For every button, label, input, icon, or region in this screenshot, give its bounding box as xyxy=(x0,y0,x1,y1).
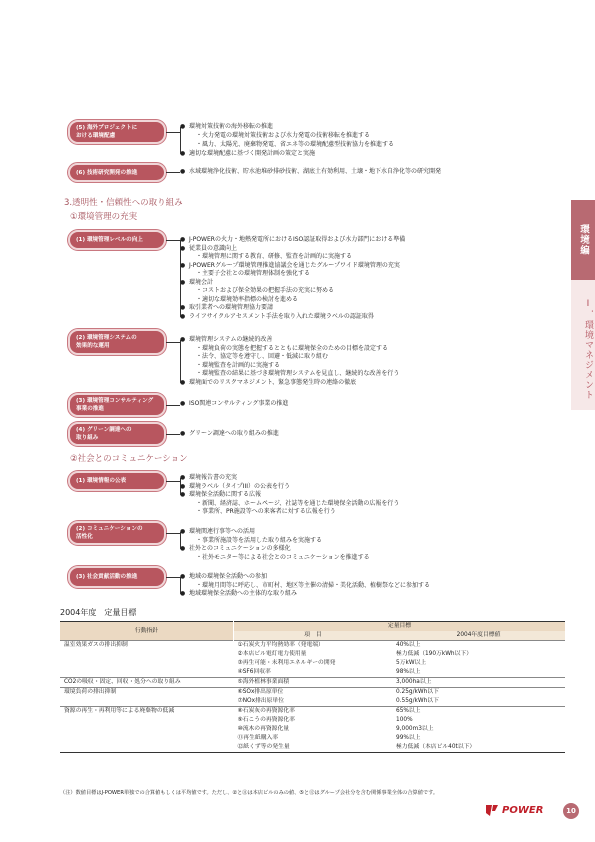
table-row xyxy=(60,659,565,668)
cell-indicator: CO2の吸収・固定、回収・処分への取り組み xyxy=(64,679,181,685)
connector-line xyxy=(166,405,180,406)
connector-line xyxy=(166,577,180,578)
cell-indicator xyxy=(60,697,234,707)
group-label-line: 事業の推進 xyxy=(76,406,104,412)
group-label-text xyxy=(76,426,132,442)
group-label-line: (1) 環境管理レベルの向上 xyxy=(76,237,143,243)
cell-indicator xyxy=(60,716,234,725)
col-targets: 定量目標 xyxy=(234,622,566,632)
group-label-line: (3) 社会貢献活動の推進 xyxy=(76,574,138,580)
cell-item: ①石炭火力平均熱効率（発電端） xyxy=(237,642,324,648)
group-label-line: 取り組み xyxy=(76,435,99,441)
cell-indicator xyxy=(60,743,234,753)
cell-value: 9,000m3以上 xyxy=(396,726,434,732)
cell-item: ⑪再生紙購入率 xyxy=(237,735,279,741)
table-title: 2004年度 定量目標 xyxy=(60,608,137,617)
group-label xyxy=(68,120,166,144)
cell-indicator xyxy=(60,668,234,678)
sub-item: ・事業所施設等を活用した取り組みを実施する xyxy=(196,536,323,544)
bullet-item: ● 水域環境浄化技術、貯水池堆砂排砂技術、湖底土有効利用、土壌・地下水自浄化等の研究開発 xyxy=(189,168,441,176)
connector-line xyxy=(166,481,180,482)
cell-value: 100% xyxy=(396,717,413,723)
table-row xyxy=(60,725,565,734)
table-row xyxy=(60,697,565,707)
group-label-line: (5) 海外プロジェクトに xyxy=(76,125,138,131)
cell-item: ⑧石炭灰の再資源化率 xyxy=(237,708,295,714)
jpower-logo xyxy=(484,802,543,818)
vertical-connector xyxy=(180,340,181,383)
table-row xyxy=(60,641,565,651)
sub-item: ・新聞、経済誌、ホームページ、社誌等を通じた環境保全活動の広報を行う xyxy=(196,499,400,507)
group-label xyxy=(68,230,166,250)
bullet-item: ● 環境対策技術の海外移転の推進 xyxy=(189,123,273,131)
col-indicator: 行動指針 xyxy=(60,622,234,641)
sidebar-tab: 環境編 xyxy=(571,200,595,280)
cell-item: ⑥SOx排出原単位 xyxy=(237,689,284,695)
group-label-line: (1) 環境情報の公表 xyxy=(76,478,127,484)
cell-item: ②本店ビル電灯電力使用量 xyxy=(237,651,307,657)
vertical-connector xyxy=(180,478,181,495)
group-label-line: (3) 環境管理コンサルティング xyxy=(76,398,154,404)
group-label xyxy=(68,329,166,355)
bullet-item: ● J-POWERグループ環境管理推進協議会を通じたグループワイド環境管理の充実 xyxy=(189,262,400,270)
cell-item: ⑫紙くず等の発生量 xyxy=(237,744,290,750)
cell-value: 40%以上 xyxy=(396,642,421,648)
subsection-communication: ②社会とのコミュニケーション xyxy=(70,454,188,464)
cell-item: ⑩流木の再資源化量 xyxy=(237,726,290,732)
cell-item: ⑤海外植林事業面積 xyxy=(237,679,290,685)
sidebar-chapter: Ⅰ．環境マネジメント xyxy=(571,280,595,410)
table-row xyxy=(60,716,565,725)
sub-item: ・社外モニター等による社会とのコミュニケーションを推進する xyxy=(196,553,370,561)
group-label-text xyxy=(76,124,137,140)
connector-line xyxy=(166,172,180,173)
cell-indicator: 資源の再生・再利用等による廃棄物の低減 xyxy=(64,708,175,714)
table-row xyxy=(60,678,565,688)
table-row xyxy=(60,688,565,698)
cell-indicator xyxy=(60,659,234,668)
vertical-connector xyxy=(180,240,181,317)
connector-line xyxy=(166,434,180,435)
bullet-item: ● 取引業者への環境管理協力要請 xyxy=(189,304,273,312)
table-row xyxy=(60,650,565,659)
group-label-text xyxy=(76,334,137,350)
bullet-item: ● 地域環境保全活動への主体的な取り組み xyxy=(189,590,297,598)
bullet-item: ● 従業員の意識向上 xyxy=(189,245,237,253)
col-value: 2004年度目標値 xyxy=(392,631,565,641)
group-label xyxy=(68,422,166,446)
table-row xyxy=(60,707,565,717)
cell-indicator: 温室効果ガスの排出抑制 xyxy=(64,642,128,648)
bullet-item: ● グリーン調達への取り組みの推進 xyxy=(189,430,279,438)
bullet-item: ● ISO関連コンサルティング事業の推進 xyxy=(189,400,288,408)
cell-value: 65%以上 xyxy=(396,708,421,714)
bullet-item: ● 環境報告書の充実 xyxy=(189,474,237,482)
group-label-text xyxy=(76,573,137,581)
cell-indicator xyxy=(60,650,234,659)
sub-item: ・風力、太陽光、廃棄物発電、省エネ等の環境配慮型技術協力を推進する xyxy=(196,141,395,148)
bullet-item: ● 環境会計 xyxy=(189,279,213,287)
col-item: 項 目 xyxy=(234,631,393,641)
bullet-item: ● 環境関連行事等への活用 xyxy=(189,528,255,536)
vertical-connector xyxy=(180,532,181,549)
logo-text: POWER xyxy=(502,804,544,816)
quantitative-targets-table xyxy=(60,621,565,753)
subsection-environmental-management: ①環境管理の充実 xyxy=(70,212,138,222)
cell-value: 99%以上 xyxy=(396,735,421,741)
bullet-item: ● ライフサイクルアセスメント手法を取り入れた環境ラベルの認証取得 xyxy=(189,313,374,321)
connector-line xyxy=(166,240,180,241)
cell-value: 極力低減（190万kWh以下） xyxy=(396,651,472,657)
connector-line xyxy=(166,342,180,343)
sub-item: ・環境月間等に呼応し、市町村、地区等主催の清掃・美化活動、植樹祭などに参加する xyxy=(196,581,431,589)
bullet-item: ● 社外とのコミュニケーションの多様化 xyxy=(189,545,291,553)
bullet-item: ● 環境面でのリスクマネジメント、緊急事態発生時の連絡の徹底 xyxy=(189,379,356,387)
section-title: 3.透明性・信頼性への取り組み xyxy=(64,198,183,208)
group-label-text xyxy=(76,525,143,541)
bullet-item: ● 環境保全活動に関する広報 xyxy=(189,491,261,499)
cell-item: ④SF6回収率 xyxy=(237,669,271,675)
group-label xyxy=(68,471,166,491)
bullet-item: ● 地域の環境保全活動への参加 xyxy=(189,573,267,581)
logo-mark-icon xyxy=(484,802,500,818)
cell-value: 0.25g/kWh以下 xyxy=(396,689,439,695)
cell-item: ⑨石こうの再資源化率 xyxy=(237,717,295,723)
cell-value: 3,000ha以上 xyxy=(396,679,432,685)
group-label xyxy=(68,566,166,588)
group-label-line: (4) グリーン調達への xyxy=(76,427,132,433)
sub-item: ・適切な環境効率指標の検討を進める xyxy=(196,295,299,303)
cell-item: ③再生可能・未利用エネルギーの開発 xyxy=(237,660,336,666)
sub-item: ・環境負荷の実態を把握するとともに環境保全のための目標を設定する xyxy=(196,344,389,352)
group-label xyxy=(68,163,166,182)
sub-item: ・火力発電の環境対策技術および水力発電の技術移転を推進する xyxy=(196,132,371,139)
sub-item: ・環境監査の結果に基づき環境管理システムを見直し、継続的な改善を行う xyxy=(196,370,400,377)
vertical-connector xyxy=(180,577,181,594)
group-label-line: (2) 環境管理システムの xyxy=(76,335,137,341)
sub-item: ・環境管理に関する教育、研修、監査を計画的に実施する xyxy=(196,253,353,260)
page-number: 10 xyxy=(563,803,579,819)
sub-item: ・主要子会社との環境管理体制を強化する xyxy=(196,270,311,277)
cell-value: 極力低減（本店ビル40t以下） xyxy=(396,744,476,750)
group-label-text xyxy=(76,236,143,244)
connector-line xyxy=(166,533,180,534)
group-label-text xyxy=(76,477,126,485)
group-label-line: 活性化 xyxy=(76,534,93,540)
table-row xyxy=(60,743,565,753)
group-label xyxy=(68,521,166,545)
sub-item: ・法令、協定等を遵守し、回避・低減に取り組む xyxy=(196,353,329,360)
bullet-item: ● J-POWERの火力・地熱発電所におけるISO認証取得および水力部門における準備 xyxy=(189,236,405,244)
group-label-line: (2) コミュニケーションの xyxy=(76,526,143,532)
connector-line xyxy=(166,132,180,133)
sub-item: ・コストおよび保全効果の把握手法の充実に努める xyxy=(196,287,335,294)
cell-value: 5万kW以上 xyxy=(396,660,427,666)
cell-indicator: 環境負荷の排出抑制 xyxy=(64,689,117,695)
cell-value: 0.55g/kWh以下 xyxy=(396,698,439,704)
group-label xyxy=(68,393,166,417)
vertical-connector xyxy=(180,127,181,154)
group-label-line: おける環境配慮 xyxy=(76,133,116,139)
sub-item: ・環境監査を計画的に実施する xyxy=(196,361,281,369)
cell-indicator xyxy=(60,734,234,743)
bullet-item: ● 適切な環境配慮に基づく開発計画の策定と実施 xyxy=(189,150,315,158)
footnote: （注）数値目標はJ-POWER単独での合算値もしくは平均値です。ただし、②と⑪は本店ビルのみの値、⑤と⑫はグループ会社分を含む関係事業全体の合算値です。 xyxy=(60,790,439,796)
cell-indicator xyxy=(60,725,234,734)
cell-item: ⑦NOx排出原単位 xyxy=(237,698,285,704)
group-label-line: (6) 技術研究開発の推進 xyxy=(76,169,138,176)
bullet-item: ● 環境ラベル（タイプIII）の公表を行う xyxy=(189,483,290,491)
sub-item: ・事業所、PR施設等への来客者に対する広報を行う xyxy=(196,508,336,515)
table-row xyxy=(60,734,565,743)
bullet-item: ● 環境管理システムの継続的改善 xyxy=(189,336,272,344)
group-label-line: 効果的な運用 xyxy=(76,343,110,349)
table-row xyxy=(60,668,565,678)
group-label-text xyxy=(76,397,153,413)
cell-value: 98%以上 xyxy=(396,669,421,675)
